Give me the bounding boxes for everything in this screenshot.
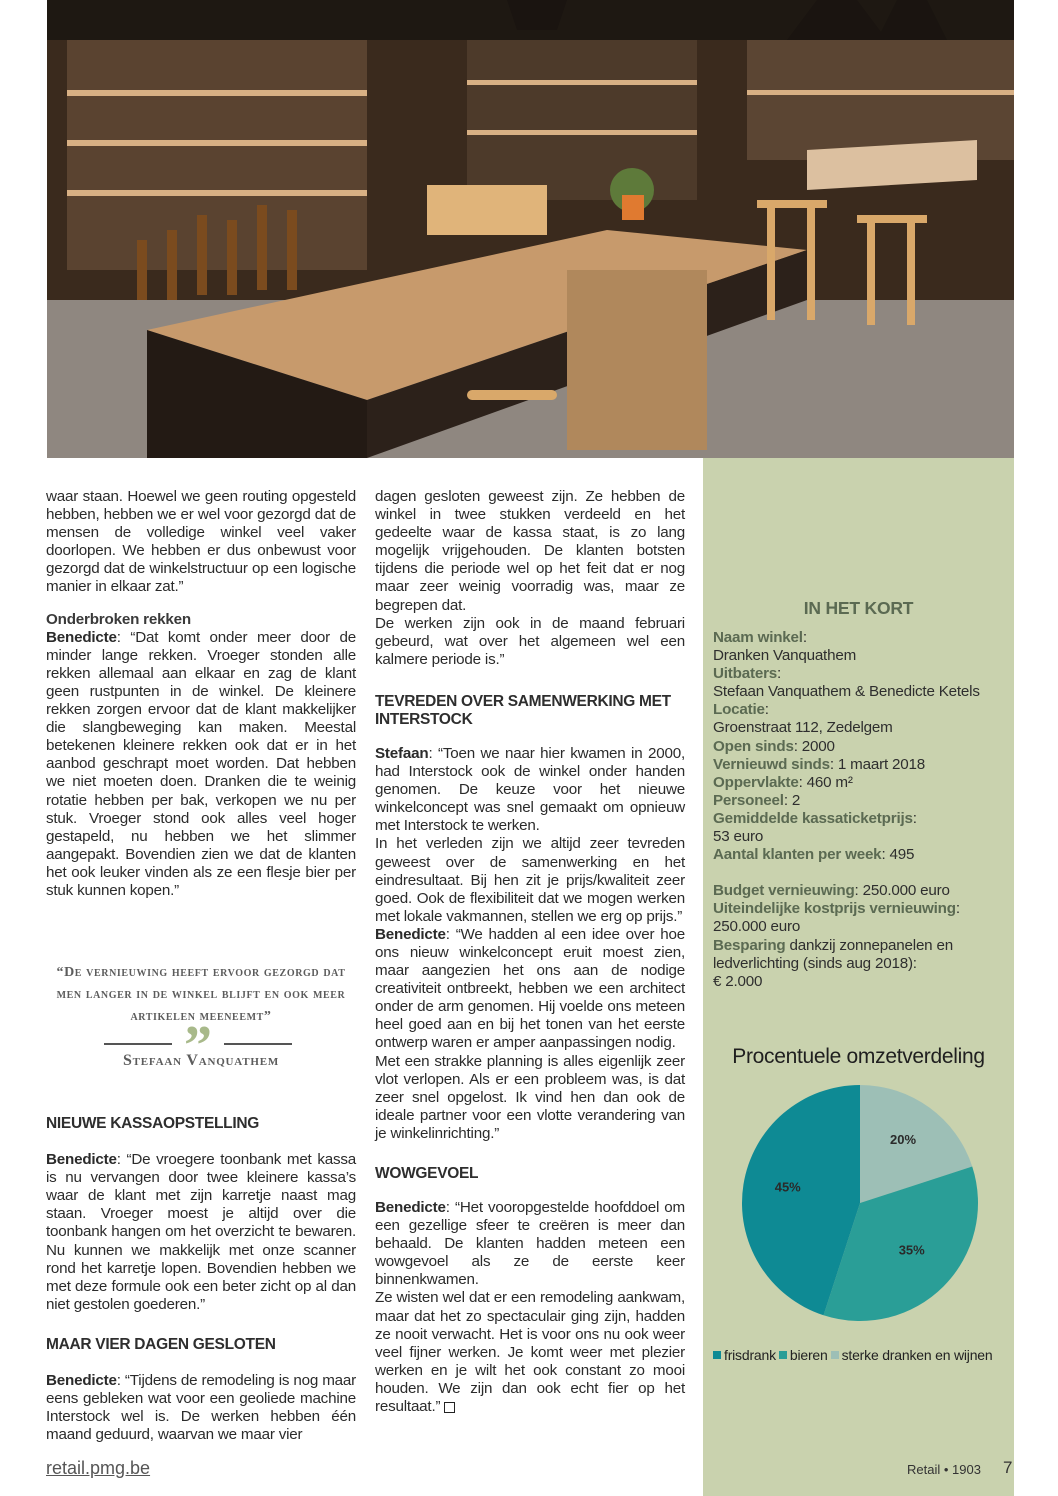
paragraph: De werken zijn ook in de maand februari gebeurd, wat over het algemeen wel een kalmere periode is.” bbox=[375, 614, 685, 668]
fact-value: : 2000 bbox=[793, 737, 835, 755]
fact-label: Gemiddelde kassaticketprijs bbox=[713, 809, 913, 827]
heading-maar-vier-dagen-gesloten: MAAR VIER DAGEN GESLOTEN bbox=[46, 1335, 276, 1353]
paragraph-text: : “Tijdens de remodeling is nog maar eens gebleken wat voor een geoliede machine Interstock wel is. De werken hebben één maand geduurd, waarvan we maar vier bbox=[46, 1371, 356, 1444]
paragraph-text: : “Het vooropgestelde hoofddoel om een gezellige sfeer te creëren is meer dan behaald. De klanten hadden meteen een wowgevoel als ze de eerste keer binnenkwamen. bbox=[375, 1199, 685, 1289]
fact-label: Oppervlakte bbox=[713, 773, 799, 791]
paragraph bbox=[46, 1151, 356, 1314]
article-column-2 bbox=[375, 488, 685, 1416]
paragraph bbox=[375, 1199, 685, 1289]
in-het-kort-facts bbox=[713, 629, 1005, 991]
fact-value: dankzij zonnepanelen en ledverlichting (sinds aug 2018): bbox=[713, 936, 953, 972]
fact-value: Groenstraat 112, Zedelgem bbox=[713, 719, 893, 737]
fact-label: Vernieuwd sinds bbox=[713, 755, 830, 773]
fact-label: Personeel bbox=[713, 791, 784, 809]
paragraph bbox=[375, 1289, 685, 1416]
paragraph-text: : “We hadden al een idee over hoe ons nieuw winkelconcept eruit moest zien, maar aangezien het ons aan de nodige creativiteit ontbreekt, hebben we een architect onder de arm genomen. Hij voelde ons meteen heel goed aan en bij het tonen van het eerste ontwerp waren er amper aanpassingen nodig. bbox=[375, 925, 685, 1052]
legend-item bbox=[779, 1347, 828, 1363]
fact-value: : 1 maart 2018 bbox=[829, 755, 925, 773]
pie-label: 20% bbox=[889, 1131, 917, 1147]
paragraph bbox=[46, 629, 356, 900]
fact-value: : 2 bbox=[783, 791, 801, 809]
fact-label: Besparing bbox=[713, 936, 786, 954]
fact-value: : 495 bbox=[881, 846, 915, 864]
speaker-name: Benedicte bbox=[46, 1151, 117, 1169]
legend-label: sterke dranken en wijnen bbox=[841, 1347, 993, 1363]
store-photo bbox=[47, 0, 1014, 458]
quote-author: Stefaan Vanquathem bbox=[122, 1052, 280, 1069]
fact-row: Uiteindelijke kostprijs vernieuwing: bbox=[713, 900, 960, 918]
paragraph-text: Ze wisten wel dat er een remodeling aankwam, maar dat het zo spectaculair ging zijn, hadden ze nooit verwacht. Het is voor ons nu ook weer veel fijner werken. Je komt weer met plezier werken en je wilt het ook constant zo mooi houden. We zijn dan ook echt fier op het resultaat.” bbox=[375, 1289, 685, 1416]
fact-row bbox=[713, 756, 1005, 774]
page-number: 7 bbox=[1003, 1458, 1013, 1477]
speaker-name: Benedicte bbox=[46, 628, 117, 646]
legend-label: bieren bbox=[789, 1347, 828, 1363]
pull-quote: “De vernieuwing heeft ervoor gezorgd dat men langer in de winkel blijft en ook meer artikelen meeneemt” bbox=[56, 965, 346, 1024]
heading-tevreden-over-samenwerking: TEVREDEN OVER SAMENWERKING MET INTERSTOCK bbox=[375, 692, 671, 728]
fact-label: Locatie bbox=[713, 701, 765, 719]
fact-row bbox=[713, 738, 1005, 756]
subheading-onderbroken-rekken: Onderbroken rekken bbox=[46, 610, 191, 628]
pie-label: 35% bbox=[898, 1242, 925, 1258]
speaker-name: Benedicte bbox=[375, 1199, 446, 1216]
heading-nieuwe-kassaopstelling: NIEUWE KASSAOPSTELLING bbox=[46, 1115, 259, 1133]
paragraph-text: : “De vroegere toonbank met kassa is nu vervangen door twee kleinere kassa’s waar de klant met zijn karretje naast mag staan. Vroeger moest je altijd over die toonbank hangen om het overzicht te bewaren. Nu kunnen we makkelijk met onze scanner rond het karretje lopen. Bovendien hebben we met deze formule ook een beter zicht op al dan niet gestolen goederen.” bbox=[46, 1151, 356, 1313]
speaker-name: Benedicte bbox=[375, 925, 446, 943]
fact-row bbox=[713, 882, 1005, 900]
speaker-name: Stefaan bbox=[375, 744, 429, 762]
pie-chart bbox=[735, 1078, 985, 1328]
fact-row bbox=[713, 792, 1005, 810]
fact-row: Uitbaters: bbox=[713, 665, 782, 683]
fact-value: 250.000 euro bbox=[713, 918, 801, 936]
fact-row: Locatie: bbox=[713, 701, 769, 719]
paragraph: In het verleden zijn we altijd zeer tevreden geweest over de samenwerking en het eindresultaat. Bij hen zit je prijs/kwaliteit zeer goed. Ook de flexibiliteit dat we mogen werken met lokale vakmannen, stellen we erg op prijs.” bbox=[375, 835, 685, 925]
fact-value: : 460 m² bbox=[798, 773, 853, 791]
paragraph: Met een strakke planning is alles eigenlijk zeer vlot verlopen. Als er een probleem was, is dat zeer snel opgelost. Ik vind hen dan ook de ideale partner voor een vlotte verandering van je winkelinrichting.” bbox=[375, 1052, 685, 1142]
legend-swatch bbox=[713, 1351, 721, 1359]
fact-row bbox=[713, 774, 1005, 792]
end-mark-icon bbox=[444, 1402, 455, 1413]
fact-value: € 2.000 bbox=[713, 972, 763, 990]
legend-label: frisdrank bbox=[724, 1347, 776, 1363]
paragraph bbox=[375, 745, 685, 835]
quote-mark-icon: ” bbox=[184, 1015, 212, 1077]
paragraph: dagen gesloten geweest zijn. Ze hebben de winkel in twee stukken verdeeld en het gedeelte waar de kassa staat, is zo lang mogelijk vrijgehouden. De klanten botsten tijdens die periode wel op het feit dat er nog maar zeer weinig voorradig was, maar ze begrepen dat. bbox=[375, 488, 685, 614]
pie-label: 45% bbox=[774, 1179, 801, 1195]
fact-value: : 250.000 euro bbox=[854, 882, 950, 900]
fact-label: Budget vernieuwing bbox=[713, 882, 855, 900]
legend-item bbox=[713, 1347, 776, 1363]
paragraph-text: : “Toen we naar hier kwamen in 2000, had Interstock ook de winkel onder handen genomen. De keuze voor het nieuwe winkelconcept was snel gemaakt om opnieuw met Interstock te werken. bbox=[375, 744, 685, 835]
fact-label: Uiteindelijke kostprijs vernieuwing bbox=[713, 900, 956, 918]
website-link[interactable]: retail.pmg.be bbox=[46, 1458, 151, 1478]
legend-swatch bbox=[831, 1351, 839, 1359]
fact-value: 53 euro bbox=[713, 828, 764, 846]
legend-swatch bbox=[779, 1351, 787, 1359]
speaker-name: Benedicte bbox=[46, 1371, 117, 1389]
divider-line bbox=[224, 1043, 292, 1045]
fact-label: Naam winkel bbox=[713, 629, 803, 646]
fact-value: Dranken Vanquathem bbox=[713, 647, 857, 665]
fact-label: Open sinds bbox=[713, 737, 794, 755]
fact-row bbox=[713, 846, 1005, 864]
legend-item bbox=[831, 1347, 993, 1363]
fact-label: Uitbaters bbox=[713, 665, 778, 683]
store-photo-illustration bbox=[47, 0, 1014, 458]
paragraph bbox=[46, 1372, 356, 1444]
chart-legend bbox=[713, 1347, 1013, 1363]
heading-wowgevoel: WOWGEVOEL bbox=[375, 1165, 479, 1182]
fact-label: Aantal klanten per week bbox=[713, 846, 882, 864]
fact-row: Gemiddelde kassaticketprijs: bbox=[713, 809, 917, 827]
paragraph-text: : “Dat komt onder meer door de minder lange rekken. Vroeger stonden alle rekken allemaal aan elkaar en zag de klant geen rustpunten in de winkel. De kleinere rekken zorgen ervoor dat de klant makkelijker die slangbeweging kan maken. Meestal betekenen kleinere rekken ook dat er in het aanbod geschrapt moet worden. Dat hebben we niet moeten doen. Dranken die te weinig rotatie hebben per bak, verkopen we nu per stuk. Vroeger stond ook alles veel hoger gestapeld, nu hebben we het slimmer aangepakt. Bovendien zien we dat de klanten het ook leuker vinden als ze een flesje bier per stuk kunnen kopen.” bbox=[46, 628, 356, 899]
fact-row bbox=[713, 937, 1005, 973]
divider-line bbox=[104, 1043, 172, 1045]
issue-label: Retail • 1903 bbox=[907, 1462, 981, 1477]
in-het-kort-title: IN HET KORT bbox=[803, 598, 914, 618]
paragraph bbox=[375, 926, 685, 1053]
chart-title: Procentuele omzetverdeling bbox=[732, 1045, 985, 1068]
paragraph: waar staan. Hoewel we geen routing opgesteld hebben, hebben we er wel voor gezorgd dat de mensen de volledige winkel veel vaker doorlopen. We hebben er dus onbewust voor gezorgd dat de winkelstructuur op een logische manier in elkaar zat.” bbox=[46, 488, 356, 596]
fact-value: Stefaan Vanquathem & Benedicte Ketels bbox=[713, 683, 980, 701]
fact-row: Naam winkel: bbox=[713, 629, 807, 646]
